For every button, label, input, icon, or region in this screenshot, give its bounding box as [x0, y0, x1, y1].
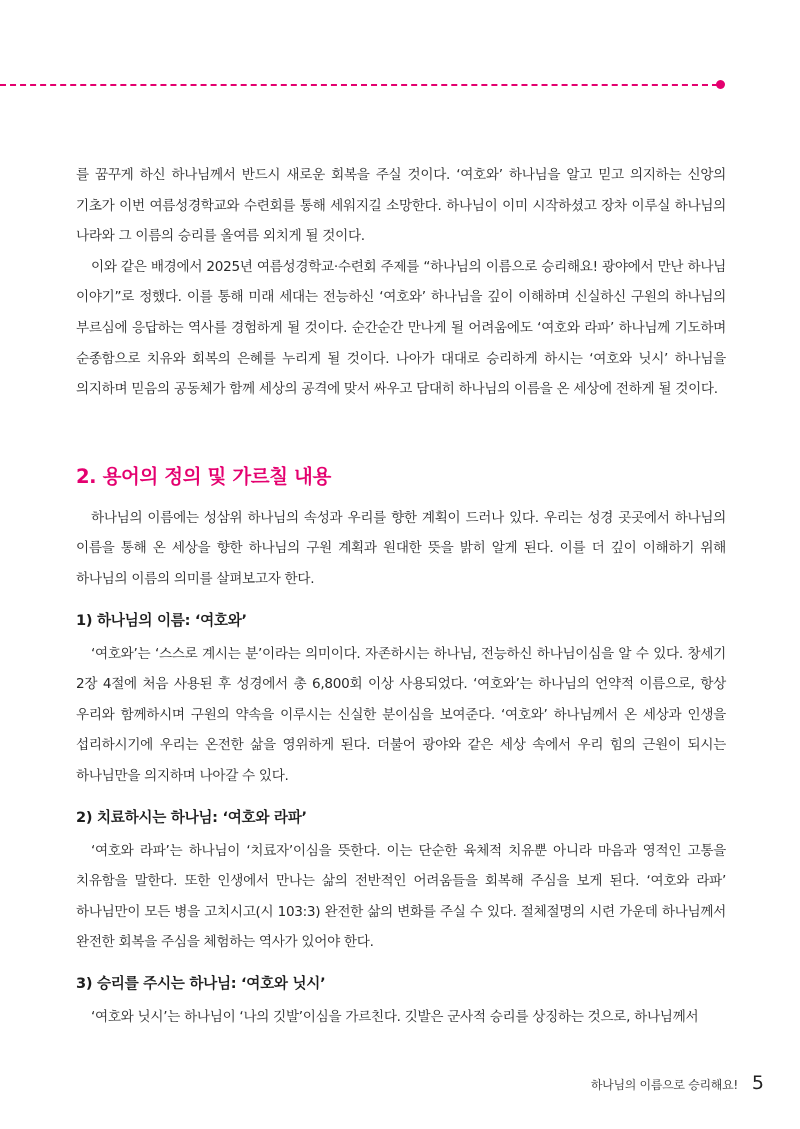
- subsection-paragraph-3: ‘여호와 닛시’는 하나님이 ‘나의 깃발’이심을 가르친다. 깃발은 군사적 승리를 상징하는 것으로, 하나님께서: [91, 1008, 699, 1025]
- subsection-heading-3: 3) 승리를 주시는 하나님: ‘여호와 닛시’: [76, 974, 326, 992]
- subsection-paragraph-1: ‘여호와’는 ‘스스로 계시는 분’이라는 의미이다. 자존하시는 하나님, 전능하신 하나님이심을 알 수 있다. 창세기 2장 4절에 처음 사용된 후 성경에서 총 6,800회 이상 사용되었다. ‘여호와’는 하나님의 언약적 이름으로, 항상 우리와 함께하시며 구원의 약속을 이루시는 신실한 분이심을 보여준다. ‘여호와’ 하나님께서 온 세상과 인생을 섭리하시기에 우리는 온전한 삶을 영위하게 된다. 더불어 광야와 같은 세상 속에서 우리 힘의 근원이 되시는 하나님만을 의지하며 나아갈 수 있다.: [76, 645, 726, 784]
- subsection-heading-1: 1) 하나님의 이름: ‘여호와’: [76, 611, 247, 629]
- section-heading: 2. 용어의 정의 및 가르칠 내용: [76, 464, 331, 488]
- page-footer: [591, 1072, 764, 1094]
- header-rule-dot: [716, 80, 725, 89]
- intro-paragraph-2: 이와 같은 배경에서 2025년 여름성경학교·수련회 주제를 “하나님의 이름으로 승리해요! 광야에서 만난 하나님 이야기”로 정했다. 이를 통해 미래 세대는 전능하신 ‘여호와’ 하나님을 깊이 이해하며 신실하신 구원의 하나님의 부르심에 응답하는 역사를 경험하게 될 것이다. 순간순간 만나게 될 어려움에도 ‘여호와 라파’ 하나님께 기도하며 순종함으로 치유와 회복의 은혜를 누리게 될 것이다. 나아가 대대로 승리하게 하시는 ‘여호와 닛시’ 하나님을 의지하며 믿음의 공동체가 함께 세상의 공격에 맞서 싸우고 담대히 하나님의 이름을 온 세상에 전하게 될 것이다.: [76, 258, 726, 398]
- intro-paragraph-1: 를 꿈꾸게 하신 하나님께서 반드시 새로운 회복을 주실 것이다. ‘여호와’ 하나님을 알고 믿고 의지하는 신앙의 기초가 이번 여름성경학교와 수련회를 통해 세워지길 소망한다. 하나님이 이미 시작하셨고 장차 이루실 하나님의 나라와 그 이름의 승리를 올여름 외치게 될 것이다.: [76, 167, 726, 245]
- subsection-heading-2: 2) 치료하시는 하나님: ‘여호와 라파’: [76, 808, 307, 826]
- footer-title: 하나님의 이름으로 승리해요!: [590, 1078, 738, 1092]
- page-content: [76, 160, 726, 1032]
- section-intro-paragraph: 하나님의 이름에는 성삼위 하나님의 속성과 우리를 향한 계획이 드러나 있다. 우리는 성경 곳곳에서 하나님의 이름을 통해 온 세상을 향한 하나님의 구원 계획과 원대한 뜻을 밝히 알게 된다. 이를 더 깊이 이해하기 위해 하나님의 이름의 의미를 살펴보고자 한다.: [76, 509, 726, 587]
- header-dashed-rule: [0, 84, 718, 86]
- subsection-paragraph-2: ‘여호와 라파’는 하나님이 ‘치료자’이심을 뜻한다. 이는 단순한 육체적 치유뿐 아니라 마음과 영적인 고통을 치유함을 말한다. 또한 인생에서 만나는 삶의 전반적인 어려움들을 회복해 주심을 보게 된다. ‘여호와 라파’ 하나님만이 모든 병을 고치시고(시 103:3) 완전한 삶의 변화를 주실 수 있다. 절체절명의 시련 가운데 하나님께서 완전한 회복을 주심을 체험하는 역사가 있어야 한다.: [76, 842, 726, 951]
- page-number: 5: [751, 1072, 764, 1094]
